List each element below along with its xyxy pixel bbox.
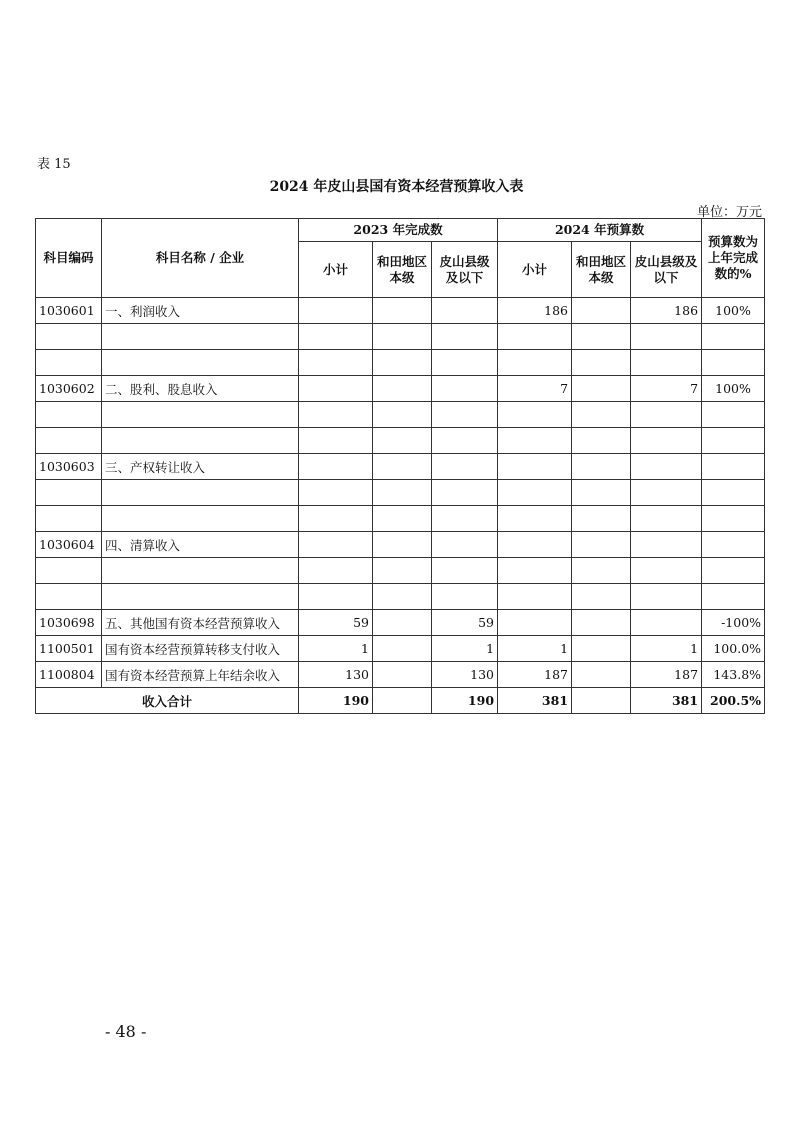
total-subtotal-2024: 381 <box>498 688 572 714</box>
row-hetian-2024 <box>572 662 631 688</box>
row-pishan-2023: 130 <box>432 662 498 688</box>
row-code: 1030602 <box>36 376 102 402</box>
table-row <box>36 662 765 688</box>
row-code <box>36 324 102 350</box>
row-ratio <box>702 584 765 610</box>
table-row <box>36 454 765 480</box>
row-hetian-2023 <box>373 636 432 662</box>
column-header-pishan-2023: 皮山县级及以下 <box>432 242 498 298</box>
row-ratio <box>702 454 765 480</box>
row-code: 1030604 <box>36 532 102 558</box>
table-body <box>36 298 765 688</box>
row-subtotal-2024 <box>498 350 572 376</box>
row-pishan-2023 <box>432 428 498 454</box>
table-row <box>36 298 765 324</box>
row-code: 1030601 <box>36 298 102 324</box>
table-row <box>36 402 765 428</box>
row-subtotal-2023 <box>299 324 373 350</box>
row-subtotal-2023: 59 <box>299 610 373 636</box>
row-subtotal-2024 <box>498 584 572 610</box>
column-header-hetian-2023: 和田地区本级 <box>373 242 432 298</box>
row-hetian-2023 <box>373 298 432 324</box>
row-subtotal-2023 <box>299 558 373 584</box>
table-row <box>36 558 765 584</box>
row-pishan-2024 <box>631 506 702 532</box>
total-hetian-2023 <box>373 688 432 714</box>
row-pishan-2024 <box>631 428 702 454</box>
row-hetian-2023 <box>373 454 432 480</box>
column-header-name: 科目名称 / 企业 <box>102 219 299 298</box>
row-hetian-2023 <box>373 376 432 402</box>
row-pishan-2024: 1 <box>631 636 702 662</box>
row-name <box>102 584 299 610</box>
row-code: 1100804 <box>36 662 102 688</box>
row-name <box>102 350 299 376</box>
row-hetian-2024 <box>572 558 631 584</box>
row-name <box>102 480 299 506</box>
row-subtotal-2024 <box>498 454 572 480</box>
row-code: 1100501 <box>36 636 102 662</box>
row-hetian-2023 <box>373 584 432 610</box>
row-ratio <box>702 506 765 532</box>
row-subtotal-2024: 1 <box>498 636 572 662</box>
row-subtotal-2023: 130 <box>299 662 373 688</box>
row-hetian-2024 <box>572 532 631 558</box>
row-pishan-2024 <box>631 402 702 428</box>
budget-revenue-table <box>35 218 765 714</box>
total-pishan-2024: 381 <box>631 688 702 714</box>
row-subtotal-2023 <box>299 402 373 428</box>
column-group-2023: 2023 年完成数 <box>299 219 498 242</box>
row-ratio <box>702 324 765 350</box>
row-subtotal-2023 <box>299 350 373 376</box>
row-pishan-2024 <box>631 324 702 350</box>
row-hetian-2023 <box>373 402 432 428</box>
row-pishan-2024 <box>631 480 702 506</box>
row-pishan-2024 <box>631 584 702 610</box>
row-ratio: 100% <box>702 298 765 324</box>
row-hetian-2024 <box>572 376 631 402</box>
total-pishan-2023: 190 <box>432 688 498 714</box>
row-pishan-2023 <box>432 298 498 324</box>
row-hetian-2023 <box>373 350 432 376</box>
row-name: 一、利润收入 <box>102 298 299 324</box>
row-pishan-2023 <box>432 480 498 506</box>
column-header-hetian-2024: 和田地区本级 <box>572 242 631 298</box>
row-pishan-2024 <box>631 558 702 584</box>
row-code <box>36 350 102 376</box>
row-code: 1030698 <box>36 610 102 636</box>
row-pishan-2024: 187 <box>631 662 702 688</box>
total-ratio: 200.5% <box>702 688 765 714</box>
row-hetian-2023 <box>373 532 432 558</box>
row-pishan-2023 <box>432 376 498 402</box>
table-row <box>36 428 765 454</box>
row-hetian-2024 <box>572 402 631 428</box>
row-hetian-2024 <box>572 636 631 662</box>
row-subtotal-2024 <box>498 610 572 636</box>
table-number-label: 表 15 <box>37 157 71 172</box>
row-hetian-2024 <box>572 298 631 324</box>
row-pishan-2023 <box>432 532 498 558</box>
row-pishan-2024 <box>631 454 702 480</box>
row-ratio <box>702 480 765 506</box>
row-name: 二、股利、股息收入 <box>102 376 299 402</box>
row-code <box>36 584 102 610</box>
column-header-subtotal-2024: 小计 <box>498 242 572 298</box>
row-subtotal-2023 <box>299 480 373 506</box>
row-name: 五、其他国有资本经营预算收入 <box>102 610 299 636</box>
row-pishan-2023 <box>432 584 498 610</box>
row-subtotal-2024 <box>498 532 572 558</box>
row-ratio <box>702 428 765 454</box>
row-code <box>36 558 102 584</box>
row-hetian-2024 <box>572 428 631 454</box>
table-row <box>36 480 765 506</box>
table-total <box>36 688 765 714</box>
row-subtotal-2024: 7 <box>498 376 572 402</box>
table-row <box>36 350 765 376</box>
row-hetian-2023 <box>373 324 432 350</box>
row-subtotal-2024: 187 <box>498 662 572 688</box>
header-row-1 <box>36 219 765 242</box>
row-pishan-2023 <box>432 402 498 428</box>
row-pishan-2023 <box>432 454 498 480</box>
row-subtotal-2023 <box>299 376 373 402</box>
row-subtotal-2023 <box>299 584 373 610</box>
row-subtotal-2024 <box>498 480 572 506</box>
column-header-code: 科目编码 <box>36 219 102 298</box>
row-pishan-2023: 1 <box>432 636 498 662</box>
table-row <box>36 376 765 402</box>
row-hetian-2023 <box>373 558 432 584</box>
row-subtotal-2024: 186 <box>498 298 572 324</box>
row-hetian-2023 <box>373 428 432 454</box>
row-pishan-2023 <box>432 350 498 376</box>
total-label: 收入合计 <box>36 688 299 714</box>
row-subtotal-2023 <box>299 298 373 324</box>
row-subtotal-2024 <box>498 558 572 584</box>
row-hetian-2024 <box>572 350 631 376</box>
row-hetian-2024 <box>572 454 631 480</box>
row-ratio <box>702 532 765 558</box>
table-row <box>36 532 765 558</box>
row-name: 四、清算收入 <box>102 532 299 558</box>
row-subtotal-2023 <box>299 506 373 532</box>
total-subtotal-2023: 190 <box>299 688 373 714</box>
table-row <box>36 584 765 610</box>
column-group-2024: 2024 年预算数 <box>498 219 702 242</box>
row-hetian-2024 <box>572 584 631 610</box>
row-subtotal-2023 <box>299 454 373 480</box>
table-row <box>36 636 765 662</box>
table-row <box>36 506 765 532</box>
column-header-ratio: 预算数为上年完成数的% <box>702 219 765 298</box>
total-hetian-2024 <box>572 688 631 714</box>
row-ratio <box>702 350 765 376</box>
row-name <box>102 506 299 532</box>
row-hetian-2023 <box>373 662 432 688</box>
row-ratio: 100% <box>702 376 765 402</box>
row-ratio <box>702 402 765 428</box>
row-name <box>102 558 299 584</box>
row-pishan-2024: 7 <box>631 376 702 402</box>
row-hetian-2024 <box>572 610 631 636</box>
row-pishan-2023 <box>432 324 498 350</box>
row-subtotal-2023 <box>299 428 373 454</box>
row-pishan-2023 <box>432 506 498 532</box>
document-title: 2024 年皮山县国有资本经营预算收入表 <box>269 179 524 195</box>
row-code <box>36 506 102 532</box>
row-name: 国有资本经营预算上年结余收入 <box>102 662 299 688</box>
row-code <box>36 428 102 454</box>
row-subtotal-2024 <box>498 506 572 532</box>
row-ratio: 143.8% <box>702 662 765 688</box>
row-hetian-2023 <box>373 480 432 506</box>
table-row <box>36 324 765 350</box>
row-name: 国有资本经营预算转移支付收入 <box>102 636 299 662</box>
total-row <box>36 688 765 714</box>
row-subtotal-2024 <box>498 324 572 350</box>
row-pishan-2024 <box>631 532 702 558</box>
row-subtotal-2024 <box>498 428 572 454</box>
row-pishan-2023 <box>432 558 498 584</box>
row-name <box>102 324 299 350</box>
row-code: 1030603 <box>36 454 102 480</box>
row-code <box>36 480 102 506</box>
row-subtotal-2023 <box>299 532 373 558</box>
row-hetian-2024 <box>572 324 631 350</box>
row-pishan-2024 <box>631 350 702 376</box>
row-pishan-2024 <box>631 610 702 636</box>
row-hetian-2024 <box>572 480 631 506</box>
column-header-subtotal-2023: 小计 <box>299 242 373 298</box>
column-header-pishan-2024: 皮山县级及以下 <box>631 242 702 298</box>
row-pishan-2023: 59 <box>432 610 498 636</box>
row-subtotal-2023: 1 <box>299 636 373 662</box>
row-hetian-2023 <box>373 506 432 532</box>
row-name <box>102 428 299 454</box>
table-row <box>36 610 765 636</box>
row-pishan-2024: 186 <box>631 298 702 324</box>
unit-label: 单位：万元 <box>696 205 762 220</box>
page-number: - 48 - <box>105 1022 147 1041</box>
row-ratio <box>702 558 765 584</box>
row-ratio: 100.0% <box>702 636 765 662</box>
row-name <box>102 402 299 428</box>
row-ratio: -100% <box>702 610 765 636</box>
row-subtotal-2024 <box>498 402 572 428</box>
row-hetian-2024 <box>572 506 631 532</box>
row-code <box>36 402 102 428</box>
row-hetian-2023 <box>373 610 432 636</box>
row-name: 三、产权转让收入 <box>102 454 299 480</box>
